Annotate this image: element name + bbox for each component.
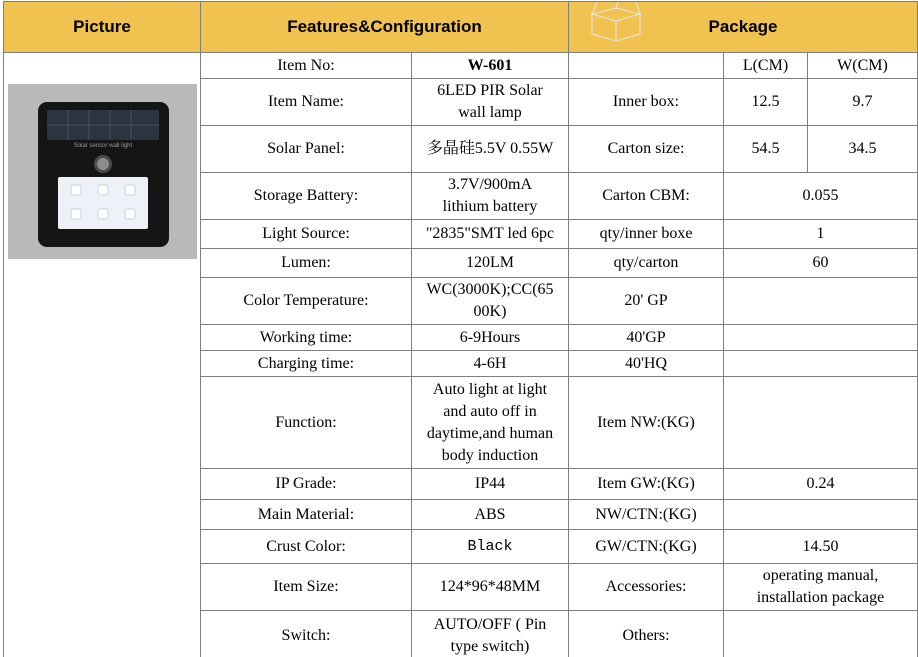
item-name-line: wall lamp <box>458 104 522 121</box>
item-gw-label: Item GW:(KG) <box>569 469 724 500</box>
solar-panel-label: Solar Panel: <box>201 126 412 173</box>
package-box-icon <box>586 2 646 45</box>
carton-size-label: Carton size: <box>569 126 724 173</box>
item-name-line: 6LED PIR Solar <box>437 82 543 99</box>
header-row <box>4 2 918 53</box>
ip-grade-value: IP44 <box>412 469 569 500</box>
qty-carton-label: qty/carton <box>569 249 724 278</box>
lumen-value: 120LM <box>412 249 569 278</box>
features-header: Features&Configuration <box>201 2 569 53</box>
gp40-label: 40'GP <box>569 325 724 351</box>
gp20-value <box>724 278 918 325</box>
item-nw-label: Item NW:(KG) <box>569 377 724 469</box>
function-label: Function: <box>201 377 412 469</box>
storage-battery-value <box>412 173 569 220</box>
others-value <box>724 611 918 657</box>
color-temperature-value <box>412 278 569 325</box>
package-header-label: Package <box>708 17 778 36</box>
crust-color-value: Black <box>412 530 569 564</box>
package-header <box>569 2 918 53</box>
item-gw-value: 0.24 <box>724 469 918 500</box>
switch-label: Switch: <box>201 611 412 657</box>
color-temperature-label: Color Temperature: <box>201 278 412 325</box>
function-line: Auto light at light <box>432 380 548 398</box>
nw-ctn-label: NW/CTN:(KG) <box>569 500 724 530</box>
item-no-label: Item No: <box>201 53 412 79</box>
gw-ctn-value: 14.50 <box>724 530 918 564</box>
qty-inner-boxe-label: qty/inner boxe <box>569 220 724 249</box>
item-size-value: 124*96*48MM <box>412 564 569 611</box>
gw-ctn-label: GW/CTN:(KG) <box>569 530 724 564</box>
qty-inner-boxe-value: 1 <box>724 220 918 249</box>
item-no-value: W-601 <box>412 53 569 79</box>
color-temperature-line: 00K) <box>473 303 507 320</box>
inner-box-label: Inner box: <box>569 79 724 126</box>
storage-battery-label: Storage Battery: <box>201 173 412 220</box>
carton-size-width: 34.5 <box>808 126 918 173</box>
picture-cell <box>4 53 201 657</box>
storage-battery-line: lithium battery <box>442 198 538 215</box>
hq40-value <box>724 351 918 377</box>
switch-value <box>412 611 569 657</box>
inner-box-width: 9.7 <box>808 79 918 126</box>
function-line: body induction <box>441 446 539 464</box>
accessories-line: operating manual, <box>762 567 879 584</box>
solar-wall-lamp-photo <box>8 84 197 259</box>
function-line: daytime,and human <box>426 424 554 442</box>
width-col-header: W(CM) <box>808 53 918 79</box>
carton-cbm-label: Carton CBM: <box>569 173 724 220</box>
function-value <box>412 377 569 469</box>
solar-panel-value: 多晶硅5.5V 0.55W <box>412 126 569 173</box>
spec-table <box>3 1 918 657</box>
accessories-line: installation package <box>756 589 885 606</box>
storage-battery-line: 3.7V/900mA <box>448 176 532 193</box>
package-blank-cell <box>569 53 724 79</box>
crust-color-label: Crust Color: <box>201 530 412 564</box>
lumen-label: Lumen: <box>201 249 412 278</box>
main-material-value: ABS <box>412 500 569 530</box>
gp20-label: 20' GP <box>569 278 724 325</box>
charging-time-label: Charging time: <box>201 351 412 377</box>
svg-text:Solar sensor wall light: Solar sensor wall light <box>73 143 133 149</box>
function-line: and auto off in <box>443 402 537 420</box>
item-size-label: Item Size: <box>201 564 412 611</box>
carton-cbm-value: 0.055 <box>724 173 918 220</box>
item-nw-value <box>724 377 918 469</box>
light-source-value: "2835"SMT led 6pc <box>412 220 569 249</box>
hq40-label: 40'HQ <box>569 351 724 377</box>
picture-header: Picture <box>4 2 201 53</box>
accessories-value <box>724 564 918 611</box>
item-name-value <box>412 79 569 126</box>
color-temperature-line: WC(3000K);CC(65 <box>426 281 554 298</box>
working-time-label: Working time: <box>201 325 412 351</box>
light-source-label: Light Source: <box>201 220 412 249</box>
main-material-label: Main Material: <box>201 500 412 530</box>
switch-line: type switch) <box>450 637 530 655</box>
charging-time-value: 4-6H <box>412 351 569 377</box>
nw-ctn-value <box>724 500 918 530</box>
working-time-value: 6-9Hours <box>412 325 569 351</box>
length-col-header: L(CM) <box>724 53 808 79</box>
row-item-no <box>4 53 918 79</box>
switch-line: AUTO/OFF ( Pin <box>433 615 547 633</box>
carton-size-length: 54.5 <box>724 126 808 173</box>
accessories-label: Accessories: <box>569 564 724 611</box>
others-label: Others: <box>569 611 724 657</box>
ip-grade-label: IP Grade: <box>201 469 412 500</box>
gp40-value <box>724 325 918 351</box>
inner-box-length: 12.5 <box>724 79 808 126</box>
item-name-label: Item Name: <box>201 79 412 126</box>
qty-carton-value: 60 <box>724 249 918 278</box>
